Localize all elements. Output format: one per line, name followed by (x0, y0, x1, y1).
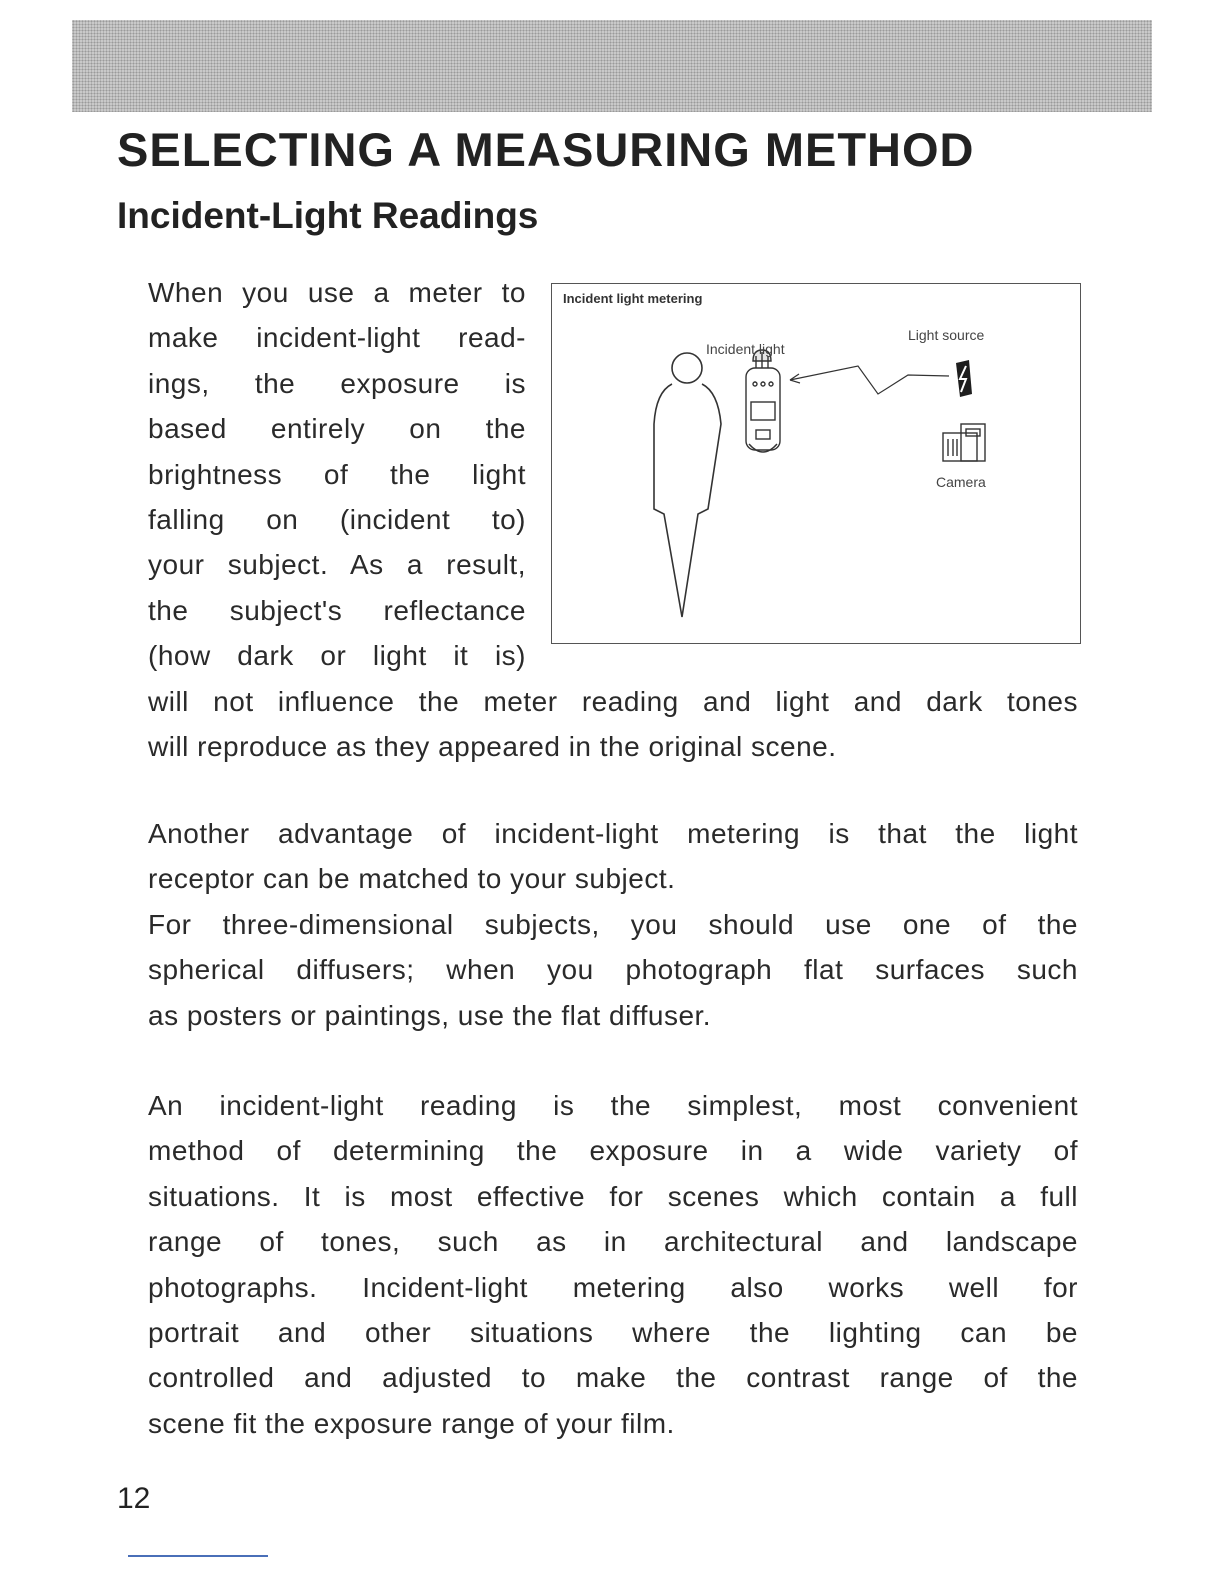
text-line: brightness of the light (148, 458, 526, 490)
flash-bolt-icon (956, 360, 972, 397)
page-title: SELECTING A MEASURING METHOD (117, 123, 975, 176)
paragraph-2 (148, 811, 1078, 1038)
person-silhouette-icon (654, 353, 721, 617)
text-line: range of tones, such as in architectural and landscape (148, 1226, 1078, 1258)
header-band (72, 20, 1152, 112)
text-line: will not influence the meter reading and light and dark tones (148, 686, 1078, 717)
text-line: An incident-light reading is the simplest, most convenient (148, 1090, 1078, 1121)
text-line: Another advantage of incident-light metering is that the light (148, 818, 1078, 849)
text-line: the subject's reflectance (148, 594, 526, 626)
text-line: When you use a meter to (148, 277, 526, 308)
text-line: portrait and other situations where the lighting can be (148, 1316, 1078, 1348)
page-number: 12 (117, 1482, 151, 1515)
text-line: based entirely on the (148, 413, 526, 445)
text-line: make incident-light read- (148, 322, 526, 354)
camera-label: Camera (936, 474, 986, 490)
text-line: scene fit the exposure range of your film. (148, 1407, 675, 1439)
incident-light-label: Incident light (706, 341, 785, 357)
text-line: will reproduce as they appeared in the original scene. (148, 731, 837, 763)
text-line: spherical diffusers; when you photograph flat surfaces such (148, 954, 1078, 986)
section-heading: Incident-Light Readings (117, 195, 539, 236)
text-line: ings, the exposure is (148, 367, 526, 399)
text-line: your subject. As a result, (148, 549, 526, 581)
incident-light-figure (551, 283, 1081, 644)
incident-light-arrow (790, 366, 949, 394)
text-line: (how dark or light it is) (148, 640, 526, 672)
text-line: method of determining the exposure in a wide variety of (148, 1135, 1078, 1167)
text-line: situations. It is most effective for scenes which contain a full (148, 1180, 1078, 1212)
text-line: as posters or paintings, use the flat diffuser. (148, 999, 712, 1031)
paragraph-3 (148, 1083, 1078, 1446)
text-line: receptor can be matched to your subject. (148, 863, 676, 895)
footer-rule (128, 1555, 268, 1557)
paragraph-1-continuation (148, 679, 1078, 770)
figure-drawing (552, 284, 1079, 642)
light-source-label: Light source (908, 327, 985, 343)
light-meter-icon (746, 350, 780, 452)
figure-caption: Incident light metering (563, 291, 703, 306)
text-line: falling on (incident to) (148, 503, 526, 535)
paragraph-1-wrapped (148, 270, 526, 679)
text-line: For three-dimensional subjects, you should use one of the (148, 908, 1078, 940)
text-line: photographs. Incident-light metering also works well for (148, 1271, 1078, 1303)
text-line: controlled and adjusted to make the contrast range of the (148, 1362, 1078, 1394)
camera-icon (943, 424, 985, 461)
